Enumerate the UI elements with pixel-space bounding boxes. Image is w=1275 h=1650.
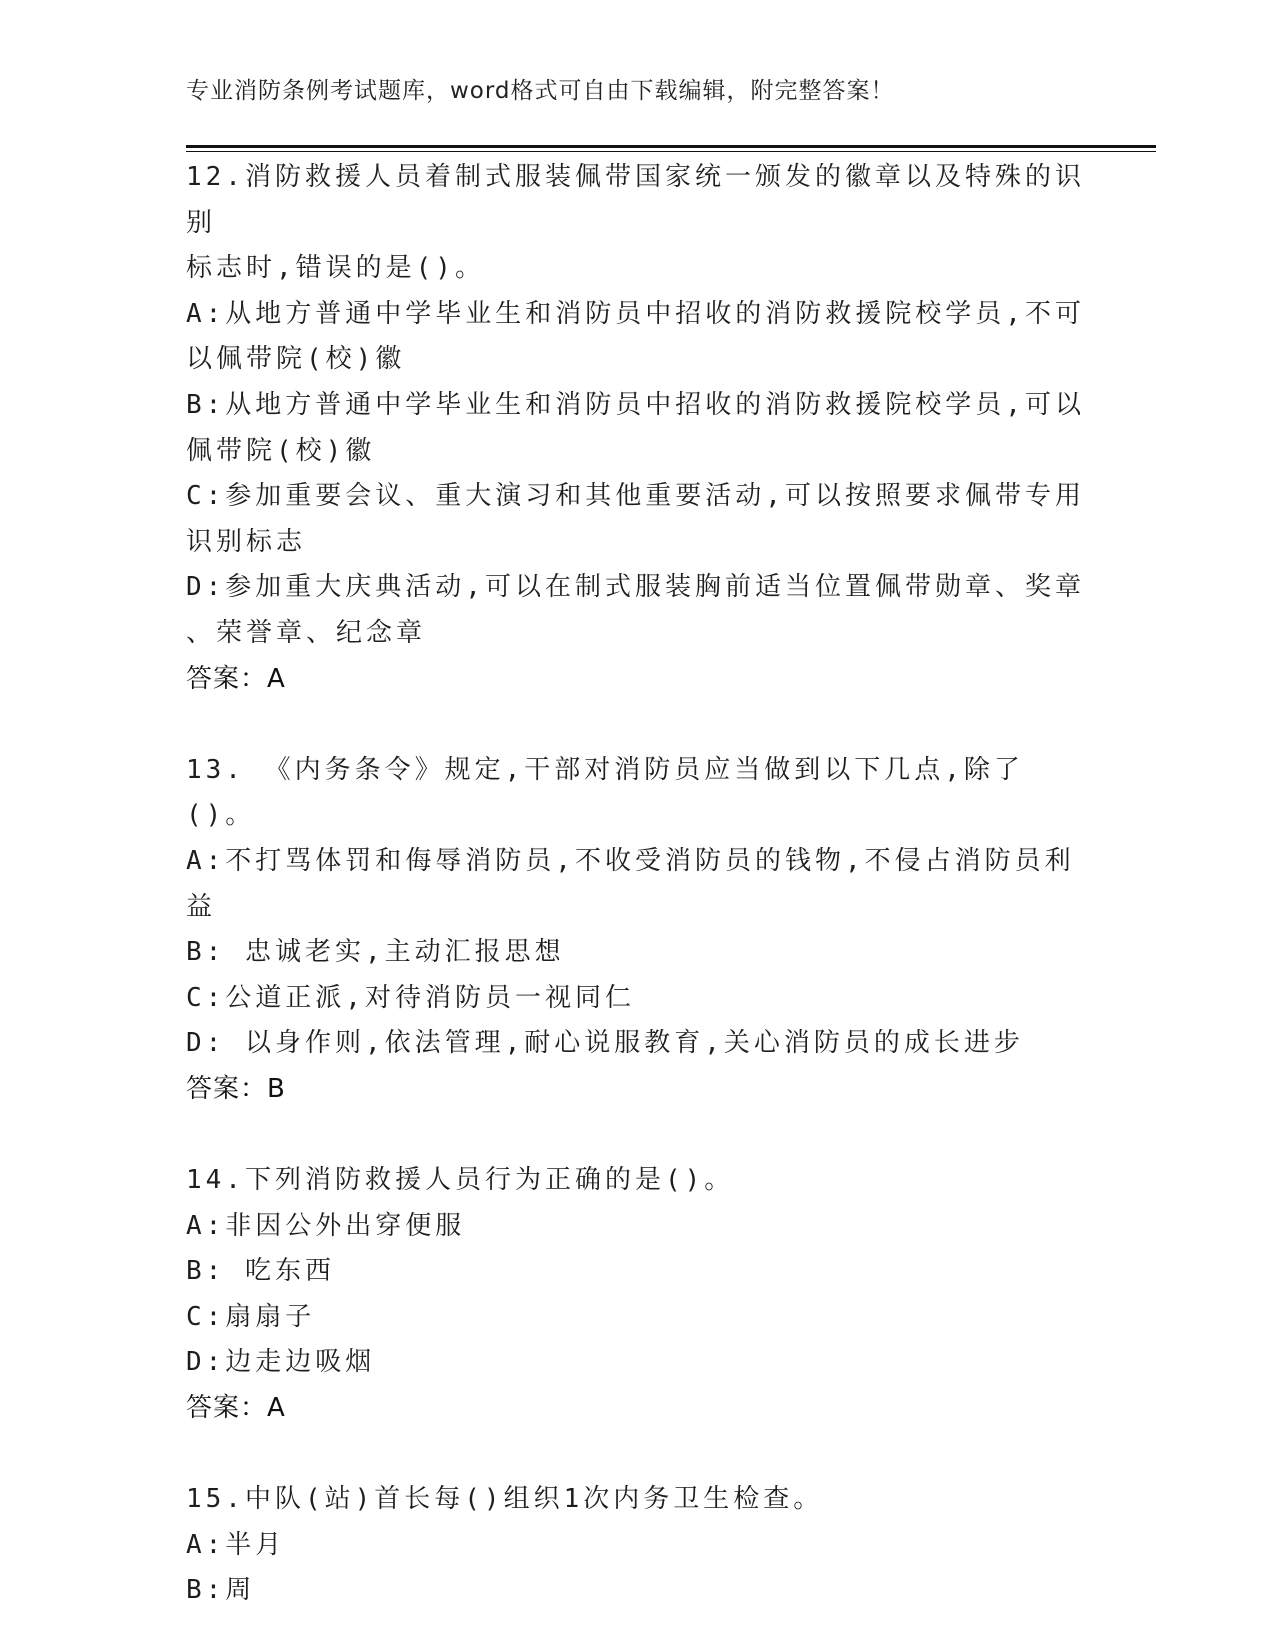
question-14 (186, 1158, 1086, 1432)
question-stem-line: 12.消防救援人员着制式服装佩带国家统一颁发的徽章以及特殊的识别 (186, 162, 1085, 238)
header-rule-thick (186, 145, 1156, 148)
question-12 (186, 155, 1086, 702)
question-stem-line: 标志时,错误的是()。 (186, 253, 485, 284)
option-d-continued: 、荣誉章、纪念章 (186, 617, 427, 648)
option-b: B:从地方普通中学毕业生和消防员中招收的消防救援院校学员,可以 (186, 389, 1085, 420)
option-b: B: 忠诚老实,主动汇报思想 (186, 937, 565, 968)
page-header: 专业消防条例考试题库，word格式可自由下载编辑，附完整答案！ (186, 78, 895, 104)
option-d: D:参加重大庆典活动,可以在制式服装胸前适当位置佩带勋章、奖章 (186, 572, 1085, 603)
question-13 (186, 748, 1086, 1113)
option-c: C:扇扇子 (186, 1301, 316, 1332)
option-a: A:非因公外出穿便服 (186, 1210, 466, 1241)
spacer (186, 702, 1086, 748)
option-d: D:边走边吸烟 (186, 1347, 376, 1378)
header-rule-thin (186, 151, 1156, 152)
option-b: B:周 (186, 1575, 256, 1606)
option-a: A:从地方普通中学毕业生和消防员中招收的消防救援院校学员,不可 (186, 298, 1085, 329)
option-a-continued: 以佩带院(校)徽 (186, 344, 406, 375)
answer-line: 答案：A (186, 663, 286, 694)
question-list (186, 155, 1086, 1614)
question-15 (186, 1477, 1086, 1614)
question-stem-line: 15.中队(站)首长每()组织1次内务卫生检查。 (186, 1484, 824, 1515)
answer-line: 答案：B (186, 1073, 286, 1104)
option-c: C:参加重要会议、重大演习和其他重要活动,可以按照要求佩带专用 (186, 481, 1085, 512)
option-a: A:半月 (186, 1529, 286, 1560)
option-d: D: 以身作则,依法管理,耐心说服教育,关心消防员的成长进步 (186, 1028, 1024, 1059)
answer-line: 答案：A (186, 1393, 286, 1424)
option-b-continued: 佩带院(校)徽 (186, 435, 376, 466)
spacer (186, 1112, 1086, 1158)
option-b: B: 吃东西 (186, 1256, 335, 1287)
option-c: C:公道正派,对待消防员一视同仁 (186, 982, 635, 1013)
question-stem-line: 13. 《内务条令》规定,干部对消防员应当做到以下几点,除了()。 (186, 754, 1024, 831)
option-a: A:不打骂体罚和侮辱消防员,不收受消防员的钱物,不侵占消防员利益 (186, 845, 1075, 922)
question-stem-line: 14.下列消防救援人员行为正确的是()。 (186, 1165, 735, 1196)
option-c-continued: 识别标志 (186, 526, 307, 557)
spacer (186, 1432, 1086, 1478)
